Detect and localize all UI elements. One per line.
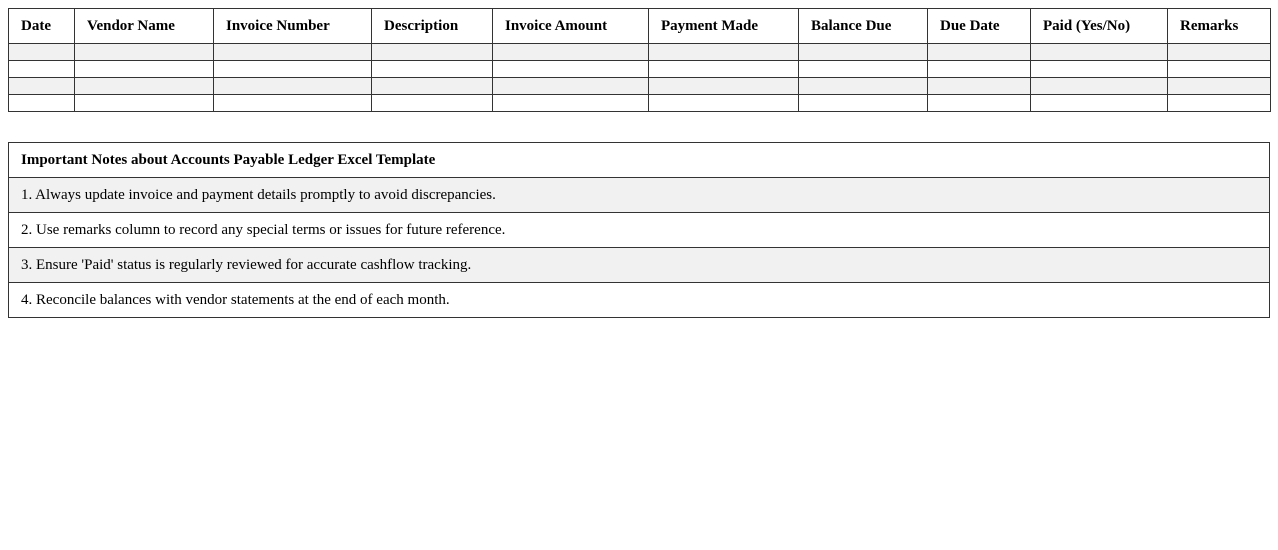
table-row xyxy=(9,95,1271,112)
table-cell[interactable] xyxy=(214,95,372,112)
column-header: Date xyxy=(9,9,75,44)
table-row xyxy=(9,78,1271,95)
table-cell[interactable] xyxy=(649,61,799,78)
column-header: Description xyxy=(372,9,493,44)
table-cell[interactable] xyxy=(9,95,75,112)
note-text: 1. Always update invoice and payment details promptly to avoid discrepancies. xyxy=(9,178,1270,213)
note-row xyxy=(9,248,1270,283)
table-cell[interactable] xyxy=(372,44,493,61)
table-cell[interactable] xyxy=(1168,44,1271,61)
table-cell[interactable] xyxy=(214,78,372,95)
table-cell[interactable] xyxy=(1031,95,1168,112)
table-cell[interactable] xyxy=(1168,95,1271,112)
table-row xyxy=(9,44,1271,61)
notes-title: Important Notes about Accounts Payable Ledger Excel Template xyxy=(9,143,1270,178)
column-header: Due Date xyxy=(928,9,1031,44)
table-cell[interactable] xyxy=(1168,78,1271,95)
header-row xyxy=(9,9,1271,44)
table-cell[interactable] xyxy=(1031,61,1168,78)
column-header: Payment Made xyxy=(649,9,799,44)
table-cell[interactable] xyxy=(214,44,372,61)
note-text: 2. Use remarks column to record any special terms or issues for future reference. xyxy=(9,213,1270,248)
table-cell[interactable] xyxy=(799,95,928,112)
table-cell[interactable] xyxy=(372,61,493,78)
note-row xyxy=(9,213,1270,248)
table-cell[interactable] xyxy=(799,44,928,61)
ledger-table xyxy=(8,8,1271,112)
table-cell[interactable] xyxy=(799,61,928,78)
table-cell[interactable] xyxy=(9,44,75,61)
table-cell[interactable] xyxy=(214,61,372,78)
table-cell[interactable] xyxy=(75,61,214,78)
table-cell[interactable] xyxy=(649,44,799,61)
table-cell[interactable] xyxy=(493,61,649,78)
table-cell[interactable] xyxy=(1168,61,1271,78)
column-header: Paid (Yes/No) xyxy=(1031,9,1168,44)
table-cell[interactable] xyxy=(9,61,75,78)
table-cell[interactable] xyxy=(649,95,799,112)
table-cell[interactable] xyxy=(928,61,1031,78)
note-text: 3. Ensure 'Paid' status is regularly reviewed for accurate cashflow tracking. xyxy=(9,248,1270,283)
table-cell[interactable] xyxy=(928,44,1031,61)
table-cell[interactable] xyxy=(372,95,493,112)
notes-table xyxy=(8,142,1270,318)
table-cell[interactable] xyxy=(493,78,649,95)
table-cell[interactable] xyxy=(1031,44,1168,61)
table-cell[interactable] xyxy=(928,78,1031,95)
table-cell[interactable] xyxy=(75,44,214,61)
table-cell[interactable] xyxy=(799,78,928,95)
table-cell[interactable] xyxy=(928,95,1031,112)
table-cell[interactable] xyxy=(75,95,214,112)
table-cell[interactable] xyxy=(1031,78,1168,95)
column-header: Invoice Amount xyxy=(493,9,649,44)
note-row xyxy=(9,178,1270,213)
table-row xyxy=(9,61,1271,78)
column-header: Remarks xyxy=(1168,9,1271,44)
table-cell[interactable] xyxy=(649,78,799,95)
column-header: Vendor Name xyxy=(75,9,214,44)
table-cell[interactable] xyxy=(493,44,649,61)
table-cell[interactable] xyxy=(493,95,649,112)
note-text: 4. Reconcile balances with vendor statements at the end of each month. xyxy=(9,283,1270,318)
table-cell[interactable] xyxy=(9,78,75,95)
column-header: Invoice Number xyxy=(214,9,372,44)
table-cell[interactable] xyxy=(75,78,214,95)
table-cell[interactable] xyxy=(372,78,493,95)
note-row xyxy=(9,283,1270,318)
column-header: Balance Due xyxy=(799,9,928,44)
